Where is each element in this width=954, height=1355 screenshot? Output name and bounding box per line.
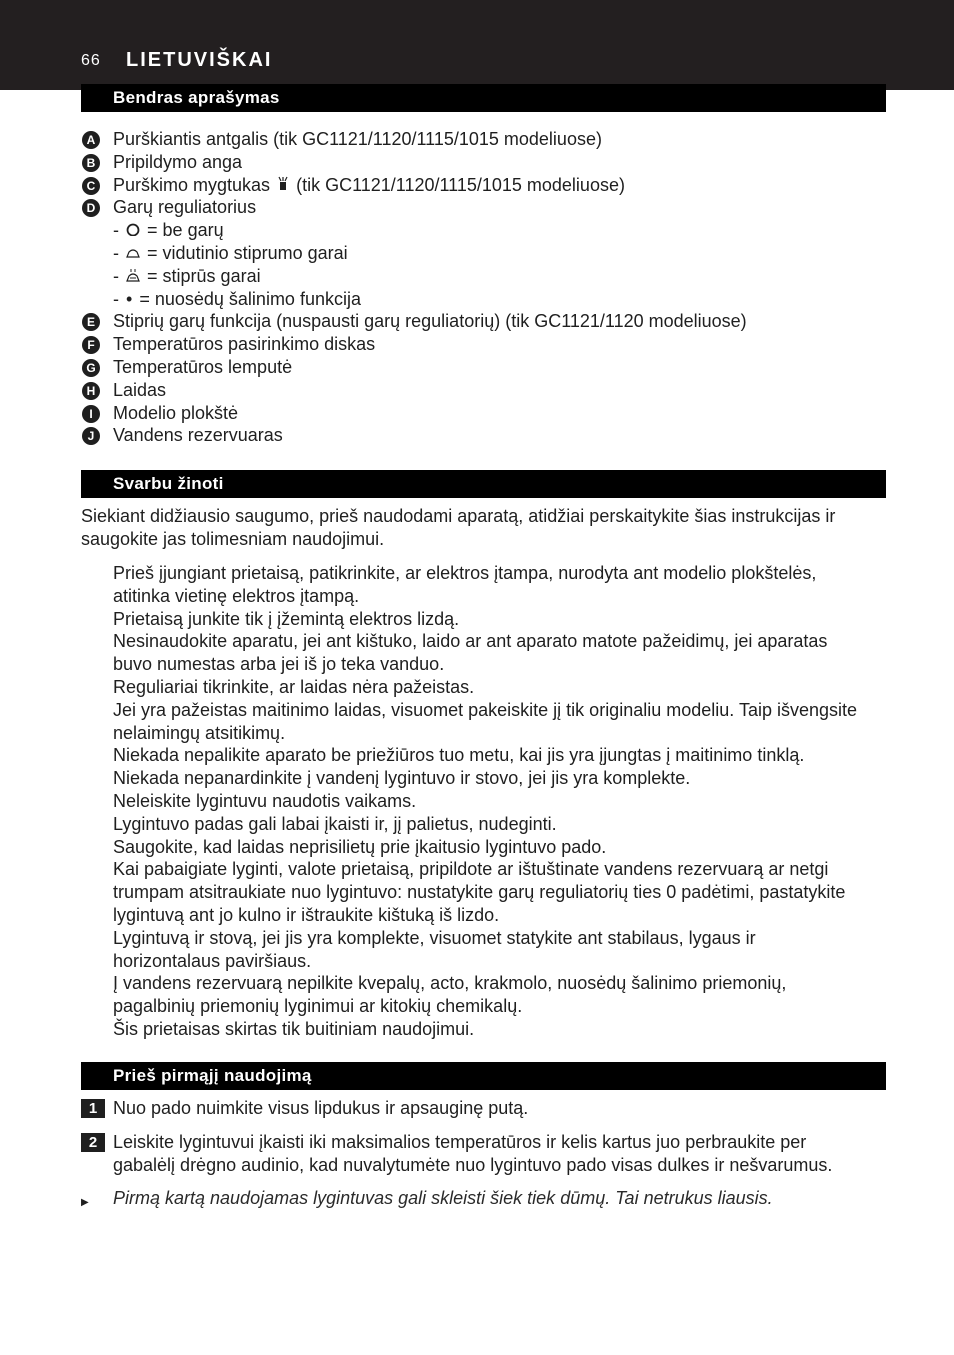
- dash: -: [113, 265, 119, 286]
- text-line: Reguliariai tikrinkite, ar laidas nėra pažeistas.: [113, 676, 475, 697]
- list-item: [81, 128, 901, 151]
- part-label-after: (tik GC1121/1120/1115/1015 modeliuose): [296, 174, 625, 195]
- text-line: Lygintuvo padas gali labai įkaisti ir, jį palietus, nudeginti.: [113, 813, 557, 834]
- list-item: [113, 813, 888, 836]
- setting-label: = be garų: [147, 220, 224, 241]
- letter-badge-icon: G: [82, 359, 100, 377]
- text-line: Prietaisą junkite tik į įžemintą elektros lizdą.: [113, 608, 460, 629]
- part-label: Purškiantis antgalis (tik GC1121/1120/1115/1015 modeliuose): [113, 129, 602, 149]
- letter-badge-icon: C: [82, 177, 100, 195]
- list-item: [113, 1018, 888, 1041]
- letter-badge-icon: D: [82, 199, 100, 217]
- letter-badge-icon: I: [82, 405, 100, 423]
- step-text: [113, 1131, 883, 1177]
- setting-label: = vidutinio stiprumo garai: [147, 242, 348, 263]
- text-line: Nesinaudokite aparatu, jei ant kištuko, laido ar ant aparato matote pažeidimų, jei aparatas: [113, 631, 828, 652]
- part-label: Temperatūros pasirinkimo diskas: [113, 334, 376, 355]
- list-item: [113, 836, 888, 859]
- text-line: Niekada nepanardinkite į vandenį lygintuvo ir stovo, jei jis yra komplekte.: [113, 768, 691, 789]
- text-line: Į vandens rezervuarą nepilkite kvepalų, acto, krakmolo, nuosėdų šalinimo priemonių,: [113, 973, 787, 994]
- list-item: [113, 630, 888, 676]
- text-line: atitinka vietinę elektros įtampą.: [113, 585, 360, 606]
- no-steam-icon: [126, 222, 140, 236]
- list-item: [113, 790, 888, 813]
- letter-badge-icon: J: [82, 427, 100, 445]
- text-line: Prieš įjungiant prietaisą, patikrinkite, ar elektros įtampa, nurodyta ant modelio plokštelės,: [113, 563, 817, 583]
- text-line: Siekiant didžiausio saugumo, prieš naudodami aparatą, atidžiai perskaitykite šias instrukcijas ir: [81, 506, 836, 526]
- text-line: Lygintuvą ir stovą, jei jis yra komplekte, visuomet statykite ant stabilaus, lygaus ir: [113, 927, 756, 948]
- medium-steam-icon: [126, 245, 140, 259]
- text-line: saugokite jas tolimesniam naudojimui.: [81, 528, 385, 549]
- list-item: [113, 699, 888, 745]
- list-item: [113, 767, 888, 790]
- text-line: Šis prietaisas skirtas tik buitiniam naudojimui.: [113, 1018, 475, 1039]
- text-line: gabalėlį drėgno audinio, kad nuvalytumėte nuo lygintuvo pado visas dulkes ir nešvarumus.: [113, 1154, 833, 1175]
- text-line: Jei yra pažeistas maitinimo laidas, visuomet pakeiskite jį tik originaliu modeliu. Taip išvengsite: [113, 699, 858, 720]
- step-number-badge: 1: [81, 1099, 105, 1118]
- page-header: [0, 0, 954, 90]
- intro-paragraph: [81, 505, 851, 551]
- list-item: [113, 858, 888, 926]
- language-title: LIETUVIŠKAI: [126, 49, 273, 71]
- section-title: Svarbu žinoti: [113, 474, 224, 493]
- dash: -: [113, 220, 119, 241]
- letter-badge-icon: F: [82, 336, 100, 354]
- list-item: [81, 356, 901, 379]
- part-label: Modelio plokštė: [113, 402, 239, 423]
- text-line: Neleiskite lygintuvu naudotis vaikams.: [113, 790, 417, 811]
- letter-badge-icon: E: [82, 313, 100, 331]
- text-line: pagalbinių priemonių lyginimui ar kitokių chemikalų.: [113, 996, 523, 1017]
- steam-setting-item: [81, 219, 901, 242]
- step-number-badge: 2: [81, 1133, 105, 1152]
- text-line: Leiskite lygintuvui įkaisti iki maksimalios temperatūros ir kelis kartus juo perbraukite per: [113, 1132, 807, 1152]
- list-item: [113, 676, 888, 699]
- steam-setting-item: [81, 288, 901, 311]
- page-number: 66: [81, 52, 101, 69]
- part-label-before: Purškimo mygtukas: [113, 174, 271, 195]
- text-line: trumpam atsitraukiate nuo lygintuvo: nustatykite garų reguliatorių ties 0 padėtimi, pastatykite: [113, 882, 846, 903]
- parts-list: [81, 128, 901, 447]
- dash: -: [113, 288, 119, 309]
- list-item: [113, 562, 888, 608]
- setting-label: = nuosėdų šalinimo funkcija: [139, 288, 361, 309]
- section-before-first-use: [81, 1062, 886, 1090]
- warnings-list: [113, 562, 888, 1041]
- list-item: [113, 972, 888, 1018]
- part-label: Stiprių garų funkcija (nuspausti garų reguliatorių) (tik GC1121/1120 modeliuose): [113, 311, 747, 332]
- note-text: Pirmą kartą naudojamas lygintuvas gali skleisti šiek tiek dūmų. Tai netrukus liausis.: [113, 1188, 773, 1208]
- dash: -: [113, 242, 119, 263]
- text-line: Niekada nepalikite aparato be priežiūros tuo metu, kai jis yra įjungtas į maitinimo tinklą.: [113, 745, 805, 766]
- text-line: Kai pabaigiate lyginti, valote prietaisą, pripildote ar ištuštinate vandens rezervuarą ar netgi: [113, 859, 829, 880]
- step-text: [113, 1097, 883, 1120]
- part-label: Temperatūros lemputė: [113, 356, 293, 377]
- setting-label: = stiprūs garai: [147, 265, 261, 286]
- spray-icon: [277, 176, 289, 191]
- letter-badge-icon: B: [82, 154, 100, 172]
- list-item: [113, 608, 888, 631]
- part-label: [113, 174, 625, 197]
- text-line: horizontalaus paviršiaus.: [113, 950, 312, 971]
- part-label: Garų reguliatorius: [113, 197, 257, 218]
- maximum-steam-icon: [126, 268, 140, 282]
- text-line: lygintuvą ant jo kulno ir ištraukite kištuką iš lizdo.: [113, 904, 500, 925]
- arrow-bullet-icon: ▶: [81, 1197, 89, 1208]
- list-item: [81, 333, 901, 356]
- part-label: Laidas: [113, 379, 167, 400]
- part-label: Vandens rezervuaras: [113, 425, 283, 446]
- list-item: [81, 402, 901, 425]
- section-general-description: [81, 84, 886, 112]
- part-label: Pripildymo anga: [113, 151, 243, 172]
- steam-setting-item: [81, 242, 901, 265]
- text-line: nelaimingų atsitikimų.: [113, 722, 286, 743]
- letter-badge-icon: A: [82, 131, 100, 149]
- steam-setting-item: [81, 265, 901, 288]
- calc-clean-icon: •: [126, 288, 133, 309]
- section-title: Prieš pirmąjį naudojimą: [113, 1066, 312, 1085]
- list-item: [81, 379, 901, 402]
- list-item: [81, 151, 901, 174]
- text-line: Nuo pado nuimkite visus lipdukus ir apsauginę putą.: [113, 1098, 529, 1118]
- section-important: [81, 470, 886, 498]
- text-line: Saugokite, kad laidas neprisilietų prie įkaitusio lygintuvo pado.: [113, 836, 607, 857]
- list-item: [113, 744, 888, 767]
- letter-badge-icon: H: [82, 382, 100, 400]
- list-item: [113, 927, 888, 973]
- list-item: [81, 310, 901, 333]
- list-item: [81, 174, 901, 197]
- section-title: Bendras aprašymas: [113, 88, 280, 107]
- list-item: [81, 196, 901, 219]
- text-line: buvo numestas arba jei iš jo teka vanduo.: [113, 654, 445, 675]
- list-item: [81, 424, 901, 447]
